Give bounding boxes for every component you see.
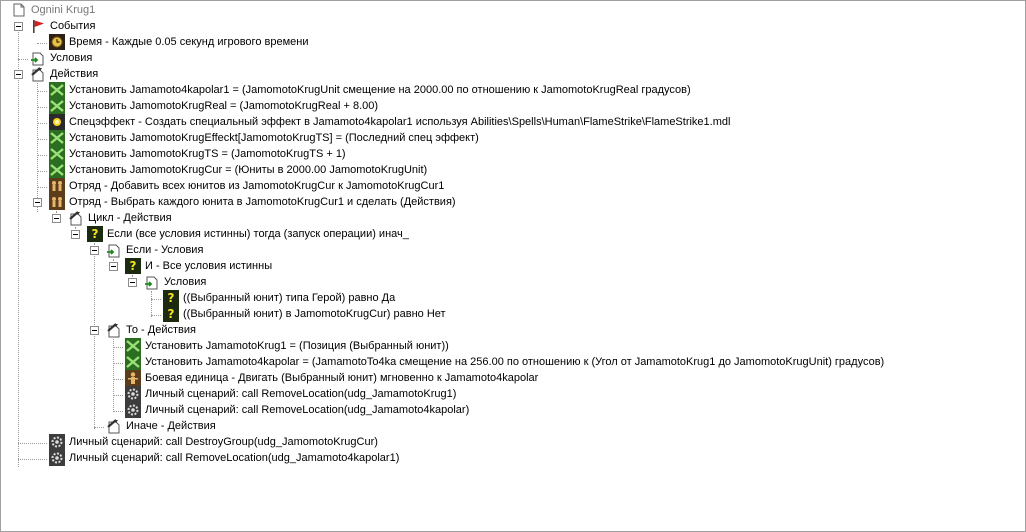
document-icon	[11, 2, 27, 18]
action-label: Установить Jamamoto4kapolar1 = (JamomotoKrugUnit смещение на 2000.00 по отношению к JamomotoKrugReal градусов)	[69, 84, 691, 96]
gear-icon	[125, 402, 141, 418]
action-item[interactable]	[49, 82, 691, 98]
collapse-toggle[interactable]	[90, 326, 99, 335]
tree-connector	[18, 59, 28, 60]
collapse-toggle[interactable]	[71, 230, 80, 239]
action-label: Установить Jamamoto4kapolar = (JamamotoTo4ka смещение на 256.00 по отношению к (Угол от JamamotoKrug1 до JamomotoKrugUnit) градусов)	[145, 356, 885, 368]
actions-icon	[68, 210, 84, 226]
gear-icon	[49, 434, 65, 450]
tree-connector	[37, 91, 47, 92]
tree-connector	[37, 107, 47, 108]
conditions-label: Условия	[50, 52, 93, 64]
actions-node[interactable]	[30, 66, 98, 82]
action-label: Личный сценарий: call RemoveLocation(udg_Jamamoto4kapolar1)	[69, 452, 400, 464]
then-action-item[interactable]	[125, 402, 469, 418]
actions-icon	[30, 66, 46, 82]
action-label: Личный сценарий: call DestroyGroup(udg_JamomotoKrugCur)	[69, 436, 378, 448]
if-conditions-node[interactable]	[106, 242, 203, 258]
tree-connector	[113, 339, 114, 412]
and-label: И - Все условия истинны	[145, 260, 273, 272]
loop-actions-node[interactable]	[68, 210, 172, 226]
collapse-toggle[interactable]	[90, 246, 99, 255]
question-icon: ?	[163, 306, 179, 322]
unit-group-icon	[49, 178, 65, 194]
collapse-toggle[interactable]	[14, 22, 23, 31]
events-node[interactable]	[30, 18, 95, 34]
question-icon: ?	[87, 226, 103, 242]
else-actions-node[interactable]	[106, 418, 216, 434]
gear-icon	[49, 450, 65, 466]
conditions-icon	[144, 274, 160, 290]
action-label: Спецэффект - Создать специальный эффект в Jamamoto4kapolar1 используя Abilities\Spells\Human\FlameStrike\FlameStrike1.mdl	[69, 116, 731, 128]
action-label: Отряд - Выбрать каждого юнита в JamomotoKrugCur1 и сделать (Действия)	[69, 196, 456, 208]
then-action-item[interactable]	[125, 386, 456, 402]
action-label: Личный сценарий: call RemoveLocation(udg_Jamamoto4kapolar)	[145, 404, 470, 416]
set-variable-icon	[125, 354, 141, 370]
action-item[interactable]	[49, 434, 378, 450]
then-action-item[interactable]	[125, 354, 884, 370]
tree-connector	[37, 43, 47, 44]
flag-icon	[30, 18, 46, 34]
tree-connector	[113, 411, 123, 412]
tree-connector	[151, 291, 152, 317]
set-variable-icon	[49, 82, 65, 98]
and-conditions-node[interactable]	[144, 274, 206, 290]
if-label: Если (все условия истинны) тогда (запуск операции) инач_	[107, 228, 409, 240]
action-item[interactable]	[49, 162, 427, 178]
then-label: То - Действия	[126, 324, 196, 336]
action-label: Установить JamomotoKrugEffeckt[JamomotoKrugTS] = (Последний спец эффект)	[69, 132, 479, 144]
actions-label: Действия	[50, 68, 99, 80]
tree-connector	[113, 347, 123, 348]
tree-connector	[94, 243, 95, 429]
action-label: Отряд - Добавить всех юнитов из JamomotoKrugCur к JamomotoKrugCur1	[69, 180, 445, 192]
action-item[interactable]	[49, 130, 479, 146]
then-action-item[interactable]	[125, 338, 449, 354]
action-label: Установить JamomotoKrugReal = (JamomotoKrugReal + 8.00)	[69, 100, 379, 112]
loop-label: Цикл - Действия	[88, 212, 172, 224]
action-item[interactable]	[49, 194, 456, 210]
question-icon: ?	[125, 258, 141, 274]
collapse-toggle[interactable]	[33, 198, 42, 207]
set-variable-icon	[49, 162, 65, 178]
set-variable-icon	[125, 338, 141, 354]
tree-connector	[113, 395, 123, 396]
if-conditions-label: Если - Условия	[126, 244, 204, 256]
conditions-node[interactable]	[30, 50, 92, 66]
if-then-else-node[interactable]	[87, 226, 409, 242]
action-item[interactable]	[49, 114, 730, 130]
tree-connector	[94, 427, 104, 428]
set-variable-icon	[49, 146, 65, 162]
collapse-toggle[interactable]	[52, 214, 61, 223]
and-node[interactable]	[125, 258, 272, 274]
tree-root[interactable]	[11, 2, 95, 18]
tree-connector	[113, 379, 123, 380]
action-item[interactable]	[49, 450, 399, 466]
collapse-toggle[interactable]	[14, 70, 23, 79]
question-icon: ?	[163, 290, 179, 306]
actions-icon	[106, 322, 122, 338]
tree-connector	[113, 363, 123, 364]
tree-connector	[37, 139, 47, 140]
tree-connector	[18, 26, 19, 467]
event-item[interactable]	[49, 34, 308, 50]
event-time-label: Время - Каждые 0.05 секунд игрового времени	[69, 36, 309, 48]
action-label: Установить JamomotoKrugCur = (Юниты в 2000.00 JamomotoKrugUnit)	[69, 164, 428, 176]
unit-icon	[125, 370, 141, 386]
set-variable-icon	[49, 98, 65, 114]
action-item[interactable]	[49, 178, 444, 194]
tree-connector	[37, 155, 47, 156]
set-variable-icon	[49, 130, 65, 146]
action-label: Боевая единица - Двигать (Выбранный юнит) мгновенно к Jamamoto4kapolar	[145, 372, 539, 384]
tree-connector	[18, 443, 47, 444]
condition-label: ((Выбранный юнит) в JamomotoKrugCur) равно Нет	[183, 308, 446, 320]
gear-icon	[125, 386, 141, 402]
else-label: Иначе - Действия	[126, 420, 216, 432]
special-effect-icon	[49, 114, 65, 130]
unit-group-icon	[49, 194, 65, 210]
condition-item[interactable]	[163, 290, 395, 306]
tree-connector	[37, 171, 47, 172]
collapse-toggle[interactable]	[128, 278, 137, 287]
action-item[interactable]	[49, 98, 378, 114]
conditions-icon	[106, 242, 122, 258]
conditions-icon	[30, 50, 46, 66]
action-item[interactable]	[49, 146, 346, 162]
collapse-toggle[interactable]	[109, 262, 118, 271]
tree-connector	[151, 315, 161, 316]
events-label: События	[50, 20, 96, 32]
action-label: Личный сценарий: call RemoveLocation(udg_JamamotoKrug1)	[145, 388, 457, 400]
tree-connector	[37, 187, 47, 188]
and-conditions-label: Условия	[164, 276, 207, 288]
condition-item[interactable]	[163, 306, 446, 322]
trigger-name: Ognini Krug1	[31, 4, 96, 16]
then-action-item[interactable]	[125, 370, 538, 386]
tree-connector	[18, 459, 47, 460]
action-label: Установить JamomotoKrugTS = (JamomotoKrugTS + 1)	[69, 148, 346, 160]
then-actions-node[interactable]	[106, 322, 196, 338]
actions-icon	[106, 418, 122, 434]
clock-icon	[49, 34, 65, 50]
tree-connector	[37, 123, 47, 124]
tree-connector	[37, 83, 38, 212]
condition-label: ((Выбранный юнит) типа Герой) равно Да	[183, 292, 396, 304]
action-label: Установить JamamotoKrug1 = (Позиция (Выбранный юнит))	[145, 340, 449, 352]
tree-connector	[151, 299, 161, 300]
